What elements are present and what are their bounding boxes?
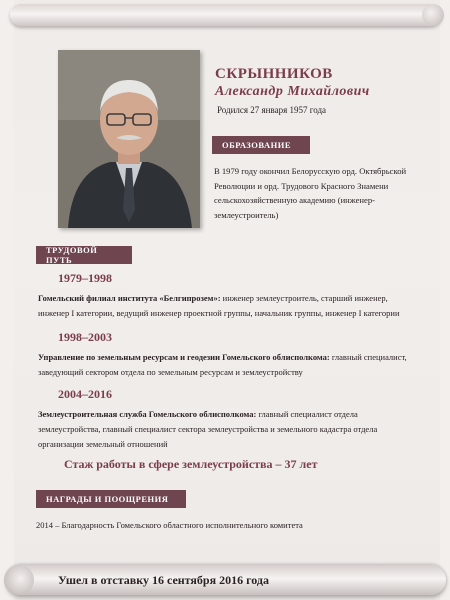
scroll-roll-top (10, 4, 442, 26)
career-org-1: Гомельский филиал института «Белгипрозем»: (38, 293, 221, 303)
person-surname: СКРЫННИКОВ (215, 66, 333, 82)
education-text: В 1979 году окончил Белорусскую орд. Октябрьской Революции и орд. Трудового Красного Знамени сельскохозяйственную академию (инженер-землеустроитель) (214, 166, 407, 220)
retirement-date: Ушел в отставку 16 сентября 2016 года (58, 573, 269, 587)
education-heading: ОБРАЗОВАНИЕ (212, 136, 310, 154)
career-entry-2 (38, 350, 418, 380)
career-text-2: главный специалист, заведующий сектором отдела по земельным ресурсам и землеустройству (38, 352, 407, 377)
portrait-photo (58, 50, 200, 228)
career-text-3: главный специалист отдела землеустройства, главный специалист сектора землеустройства и земельного кадастра отдела организации земельный отношений (38, 409, 378, 449)
career-years-1: 1979–1998 (58, 271, 112, 285)
birth-date: Родился 27 января 1957 года (217, 105, 327, 115)
awards-heading: НАГРАДЫ И ПООЩРЕНИЯ (36, 490, 186, 508)
career-org-2: Управление по земельным ресурсам и геодезии Гомельского облисполкома: (38, 352, 330, 362)
career-entry-1 (38, 291, 418, 321)
career-entry-3 (38, 407, 418, 452)
person-given-names: Александр Михайлович (215, 84, 370, 99)
career-heading: ТРУДОВОЙ ПУТЬ (36, 246, 132, 264)
career-years-2: 1998–2003 (58, 330, 112, 344)
award-item: 2014 – Благодарность Гомельского областного исполнительного комитета (36, 520, 303, 530)
career-text-1: инженер землеустроитель, старший инженер, инженер I категории, ведущий инженер проектной группы, начальник группы, инженер I категории (38, 293, 400, 318)
career-org-3: Землеустроительная служба Гомельского облисполкома: (38, 409, 257, 419)
career-years-3: 2004–2016 (58, 387, 112, 401)
experience-summary: Стаж работы в сфере землеустройства – 37 лет (64, 457, 318, 471)
